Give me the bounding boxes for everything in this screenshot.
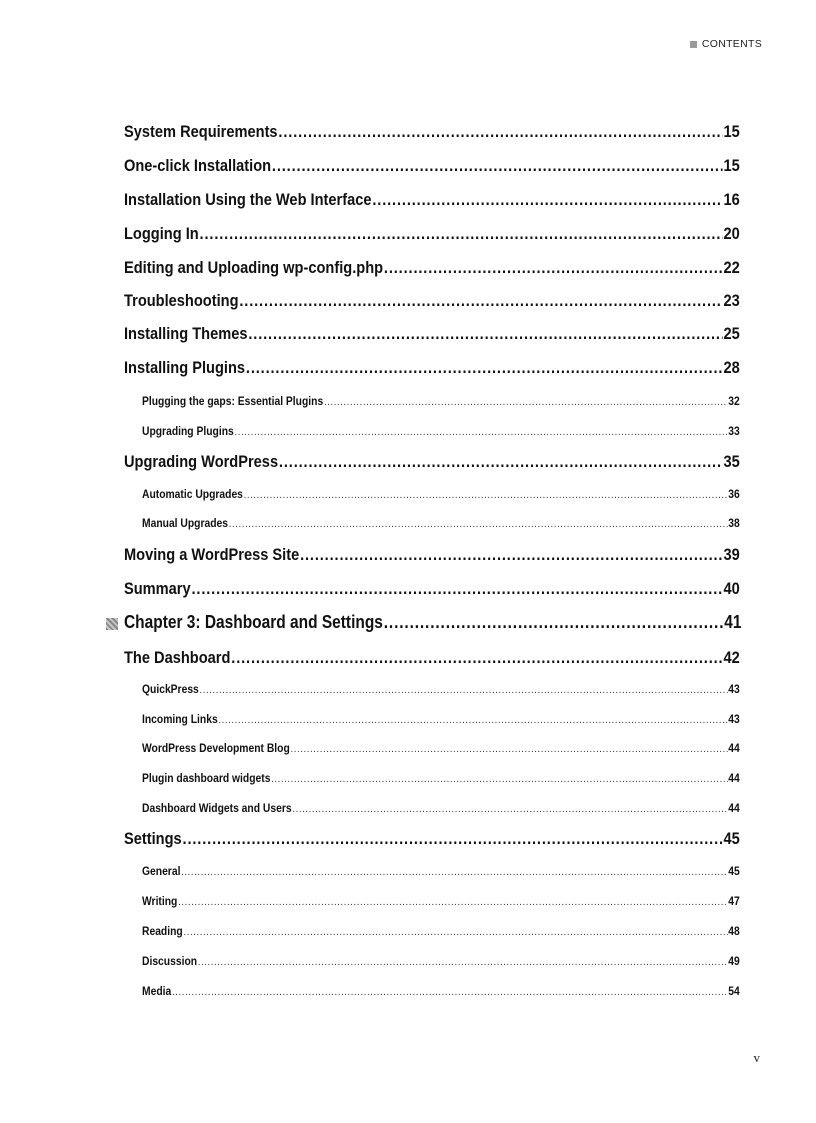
dot-leader xyxy=(172,987,727,998)
page-number: v xyxy=(753,1050,760,1065)
dot-leader xyxy=(384,612,724,633)
toc-entry-page: 16 xyxy=(723,190,740,209)
toc-subentry[interactable] xyxy=(142,394,740,408)
toc-entry-title: Upgrading WordPress xyxy=(124,452,279,471)
toc-entry-title: One-click Installation xyxy=(124,156,272,175)
toc-entry-title: Plugging the gaps: Essential Plugins xyxy=(142,394,324,408)
toc-entry-title: Manual Upgrades xyxy=(142,516,229,530)
toc-entry[interactable] xyxy=(124,258,740,278)
toc-subentry[interactable] xyxy=(142,954,740,968)
toc-entry-page: 23 xyxy=(723,291,740,310)
toc-subentry[interactable] xyxy=(142,771,740,785)
dot-leader xyxy=(239,291,722,311)
toc-entry-title: Troubleshooting xyxy=(124,291,239,310)
dot-leader xyxy=(300,545,723,565)
toc-entry-title: Editing and Uploading wp-config.php xyxy=(124,258,384,277)
toc-entry-page: 44 xyxy=(728,801,740,815)
toc-entry-title: Upgrading Plugins xyxy=(142,424,234,438)
toc-entry-page: 15 xyxy=(723,156,740,175)
toc-entry[interactable] xyxy=(124,358,740,378)
toc-entry-title: Automatic Upgrades xyxy=(142,487,243,501)
toc-entry[interactable] xyxy=(124,190,740,210)
toc-subentry[interactable] xyxy=(142,682,740,696)
toc-entry-title: System Requirements xyxy=(124,122,278,141)
toc-entry-title: Dashboard Widgets and Users xyxy=(142,801,292,815)
toc-entry-page: 40 xyxy=(723,579,740,598)
toc-entry-page: 22 xyxy=(723,258,740,277)
dot-leader xyxy=(279,452,723,472)
toc-entry-title: Media xyxy=(142,984,172,998)
dot-leader xyxy=(292,804,727,815)
square-bullet-icon xyxy=(690,41,697,48)
toc-entry[interactable] xyxy=(124,122,740,142)
running-header xyxy=(690,38,762,50)
toc-entry-title: Discussion xyxy=(142,954,198,968)
dot-leader xyxy=(231,648,722,668)
toc-entry-title: Summary xyxy=(124,579,191,598)
toc-entry-page: 44 xyxy=(728,741,740,755)
toc-entry-page: 28 xyxy=(723,358,740,377)
toc-entry-page: 39 xyxy=(723,545,740,564)
toc-subentry[interactable] xyxy=(142,712,740,726)
dot-leader xyxy=(184,927,728,938)
toc-subentry[interactable] xyxy=(142,801,740,815)
toc-entry-page: 45 xyxy=(728,864,740,878)
toc-subentry[interactable] xyxy=(142,864,740,878)
dot-leader xyxy=(246,358,723,378)
dot-leader xyxy=(278,122,722,142)
toc-entry-page: 25 xyxy=(723,324,740,343)
toc-entry-title: Installing Themes xyxy=(124,324,248,343)
dot-leader xyxy=(200,224,723,244)
toc-entry-title: Installation Using the Web Interface xyxy=(124,190,372,209)
toc-entry-title: QuickPress xyxy=(142,682,199,696)
toc-entry-title: Reading xyxy=(142,924,183,938)
dot-leader xyxy=(235,427,728,438)
dot-leader xyxy=(181,867,727,878)
toc-entry-page: 38 xyxy=(728,516,740,530)
toc-entry[interactable] xyxy=(124,545,740,565)
toc-entry-title: Installing Plugins xyxy=(124,358,246,377)
dot-leader xyxy=(183,829,723,849)
toc-entry-title: Logging In xyxy=(124,224,199,243)
dot-leader xyxy=(200,685,728,696)
dot-leader xyxy=(178,897,727,908)
toc-entry-title: Incoming Links xyxy=(142,712,218,726)
toc-entry-title: General xyxy=(142,864,181,878)
toc-entry-page: 15 xyxy=(723,122,740,141)
toc-entry-title: The Dashboard xyxy=(124,648,231,667)
toc-subentry[interactable] xyxy=(142,924,740,938)
toc-subentry[interactable] xyxy=(142,741,740,755)
toc-entry-page: 49 xyxy=(728,954,740,968)
dot-leader xyxy=(372,190,722,210)
dot-leader xyxy=(384,258,723,278)
toc-entry-page: 44 xyxy=(728,771,740,785)
toc-subentry[interactable] xyxy=(142,894,740,908)
toc-subentry[interactable] xyxy=(142,516,740,530)
dot-leader xyxy=(198,957,727,968)
toc-subentry[interactable] xyxy=(142,984,740,998)
toc-entry[interactable] xyxy=(124,579,740,599)
toc-entry-page: 47 xyxy=(728,894,740,908)
toc-entry[interactable] xyxy=(124,156,740,176)
toc-entry-title: Plugin dashboard widgets xyxy=(142,771,271,785)
toc-subentry[interactable] xyxy=(142,487,740,501)
toc-entry-page: 32 xyxy=(728,394,740,408)
toc-entry-page: 54 xyxy=(728,984,740,998)
toc-entry-title: WordPress Development Blog xyxy=(142,741,290,755)
toc-chapter-title: Chapter 3: Dashboard and Settings xyxy=(124,612,383,632)
toc-entry[interactable] xyxy=(124,648,740,668)
toc-entry[interactable] xyxy=(124,224,740,244)
toc-entry-page: 43 xyxy=(728,712,740,726)
dot-leader xyxy=(244,490,728,501)
dot-leader xyxy=(191,579,722,599)
toc-entry[interactable] xyxy=(124,452,740,472)
toc-entry-page: 41 xyxy=(724,612,742,632)
toc-entry[interactable] xyxy=(124,829,740,849)
toc-entry-page: 36 xyxy=(728,487,740,501)
toc-entry[interactable] xyxy=(124,324,740,344)
dot-leader xyxy=(272,156,723,176)
toc-entry-page: 48 xyxy=(728,924,740,938)
toc-entry-title: Writing xyxy=(142,894,178,908)
dot-leader xyxy=(291,744,728,755)
toc-entry[interactable] xyxy=(124,291,740,311)
running-header-label: CONTENTS xyxy=(701,38,762,50)
dot-leader xyxy=(324,397,727,408)
toc-entry-page: 35 xyxy=(723,452,740,471)
toc-entry-page: 45 xyxy=(723,829,740,848)
dot-leader xyxy=(229,519,727,530)
chapter-marker-icon xyxy=(106,618,118,630)
toc-entry-title: Moving a WordPress Site xyxy=(124,545,300,564)
toc-entry-page: 43 xyxy=(728,682,740,696)
toc-entry-title: Settings xyxy=(124,829,182,848)
toc-entry-page: 42 xyxy=(723,648,740,667)
toc-chapter-entry[interactable] xyxy=(124,612,741,633)
dot-leader xyxy=(219,715,728,726)
toc-entry-page: 33 xyxy=(728,424,740,438)
toc-entry-page: 20 xyxy=(723,224,740,243)
dot-leader xyxy=(271,774,727,785)
toc-subentry[interactable] xyxy=(142,424,740,438)
dot-leader xyxy=(248,324,722,344)
